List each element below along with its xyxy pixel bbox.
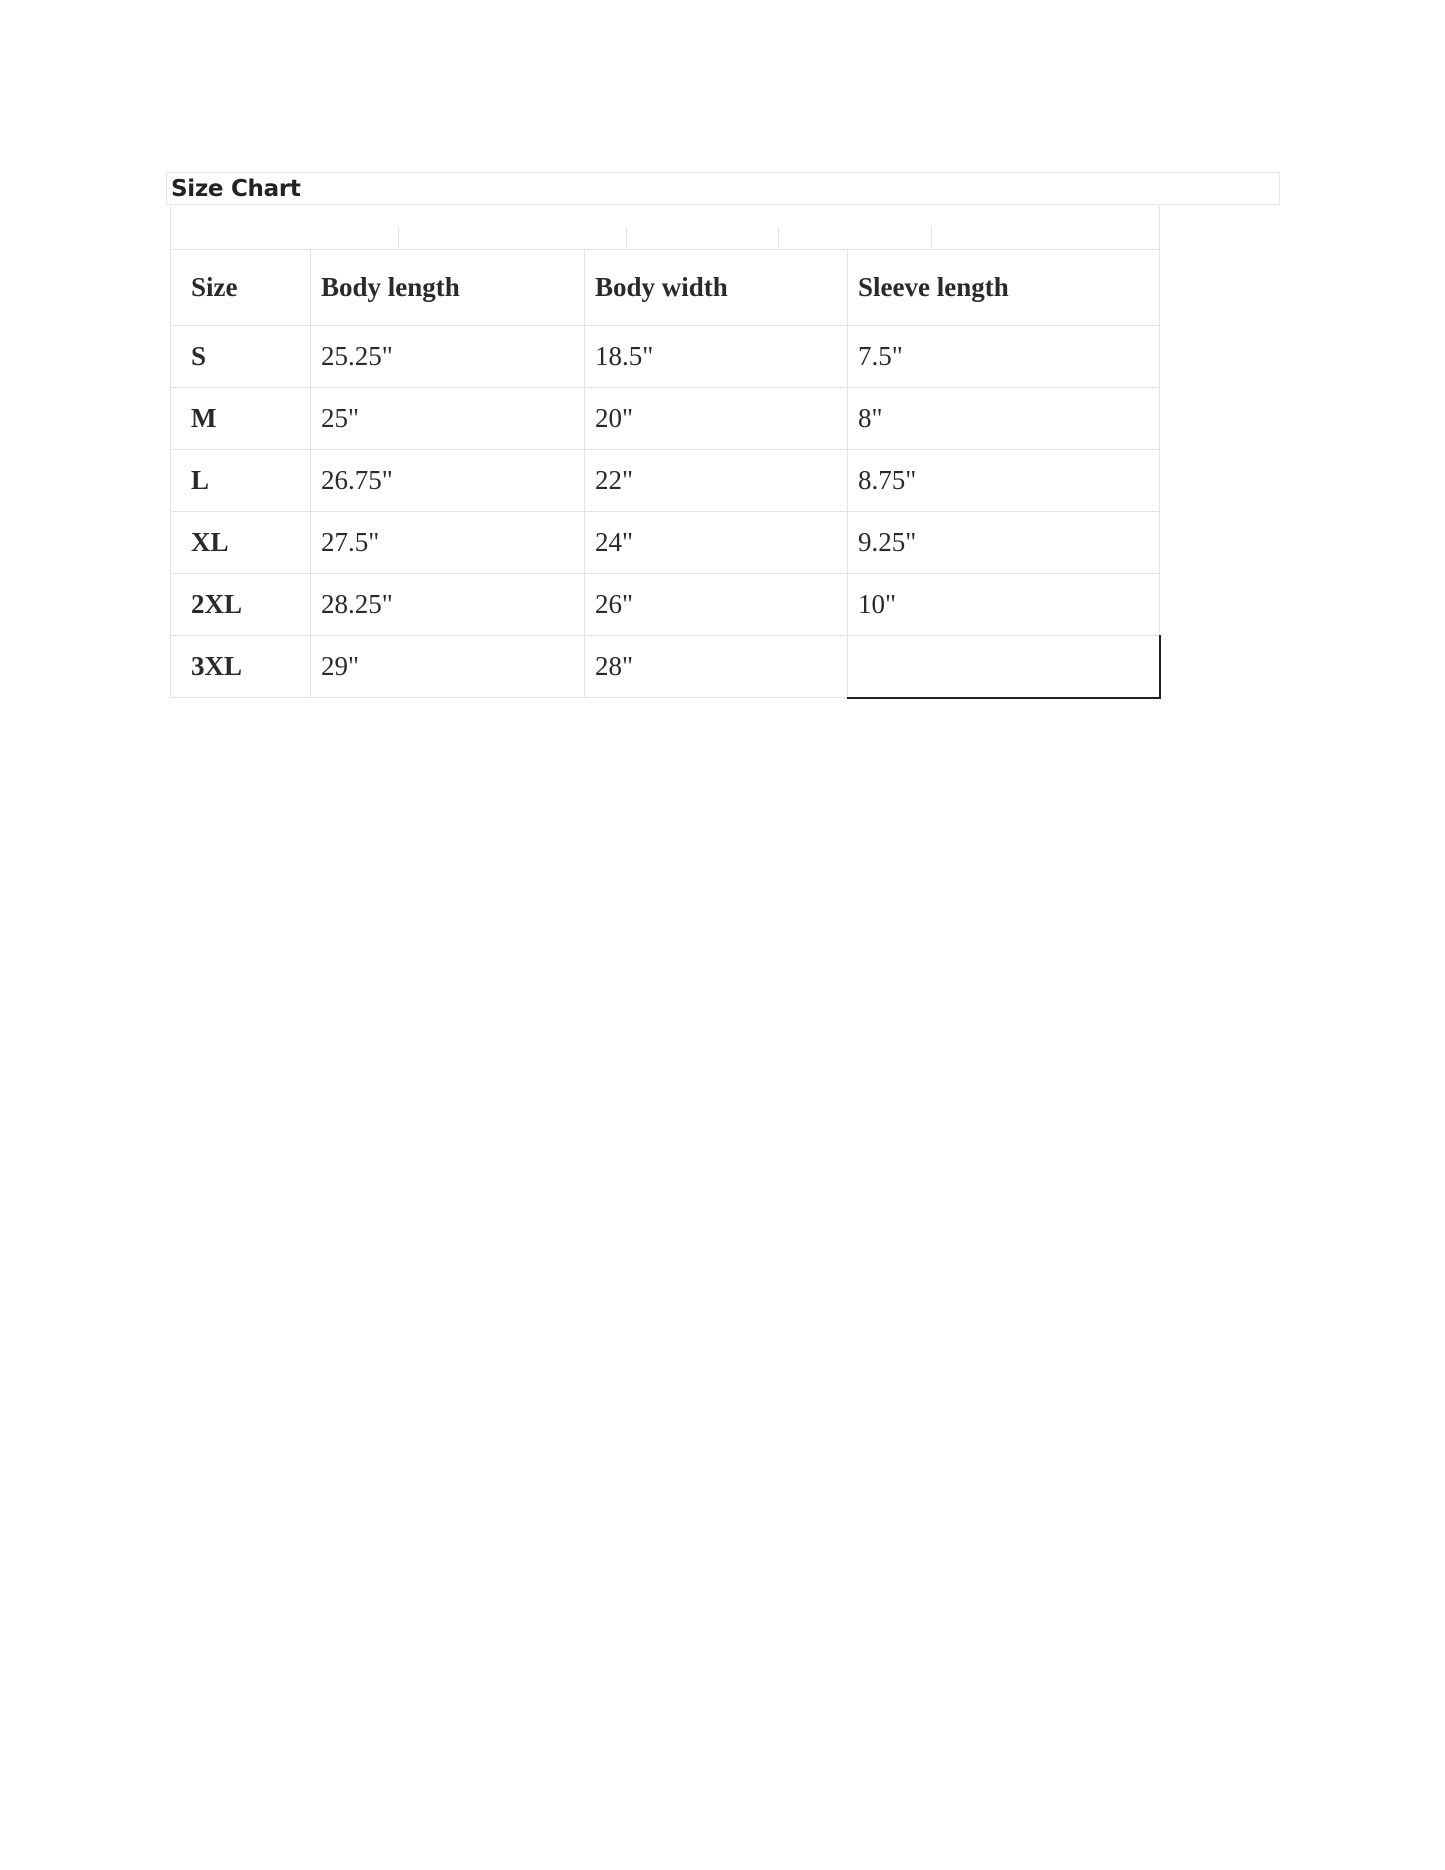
strip-divider — [778, 226, 779, 248]
cell-size[interactable]: L — [171, 450, 311, 512]
table-header-row — [171, 250, 1160, 326]
blank-header-strip — [170, 206, 1160, 250]
header-size[interactable]: Size — [171, 250, 311, 326]
page-title: Size Chart — [171, 176, 301, 202]
cell-body-length[interactable]: 28.25" — [311, 574, 585, 636]
cell-sleeve-length-selected[interactable] — [848, 636, 1160, 698]
cell-body-length[interactable]: 25.25" — [311, 326, 585, 388]
table-row — [171, 636, 1160, 698]
table-row — [171, 574, 1160, 636]
cell-sleeve-length[interactable]: 8.75" — [848, 450, 1160, 512]
header-body-length[interactable]: Body length — [311, 250, 585, 326]
table-row — [171, 326, 1160, 388]
cell-body-width[interactable]: 26" — [585, 574, 848, 636]
cell-body-width[interactable]: 28" — [585, 636, 848, 698]
cell-body-width[interactable]: 24" — [585, 512, 848, 574]
cell-size[interactable]: XL — [171, 512, 311, 574]
table-row — [171, 512, 1160, 574]
cell-sleeve-length[interactable]: 9.25" — [848, 512, 1160, 574]
cell-sleeve-length[interactable]: 10" — [848, 574, 1160, 636]
cell-body-length[interactable]: 27.5" — [311, 512, 585, 574]
cell-body-length[interactable]: 25" — [311, 388, 585, 450]
strip-divider — [626, 226, 627, 248]
header-body-width[interactable]: Body width — [585, 250, 848, 326]
cell-body-length[interactable]: 29" — [311, 636, 585, 698]
strip-divider — [398, 226, 399, 248]
cell-body-length[interactable]: 26.75" — [311, 450, 585, 512]
table-row — [171, 388, 1160, 450]
cell-size[interactable]: M — [171, 388, 311, 450]
cell-body-width[interactable]: 18.5" — [585, 326, 848, 388]
table-row — [171, 450, 1160, 512]
cell-sleeve-length[interactable]: 7.5" — [848, 326, 1160, 388]
size-chart-table — [170, 249, 1161, 699]
cell-sleeve-length[interactable]: 8" — [848, 388, 1160, 450]
cell-size[interactable]: 2XL — [171, 574, 311, 636]
cell-size[interactable]: S — [171, 326, 311, 388]
header-sleeve-length[interactable]: Sleeve length — [848, 250, 1160, 326]
title-bar — [166, 172, 1280, 205]
cell-body-width[interactable]: 22" — [585, 450, 848, 512]
strip-divider — [931, 226, 932, 248]
cell-body-width[interactable]: 20" — [585, 388, 848, 450]
cell-size[interactable]: 3XL — [171, 636, 311, 698]
